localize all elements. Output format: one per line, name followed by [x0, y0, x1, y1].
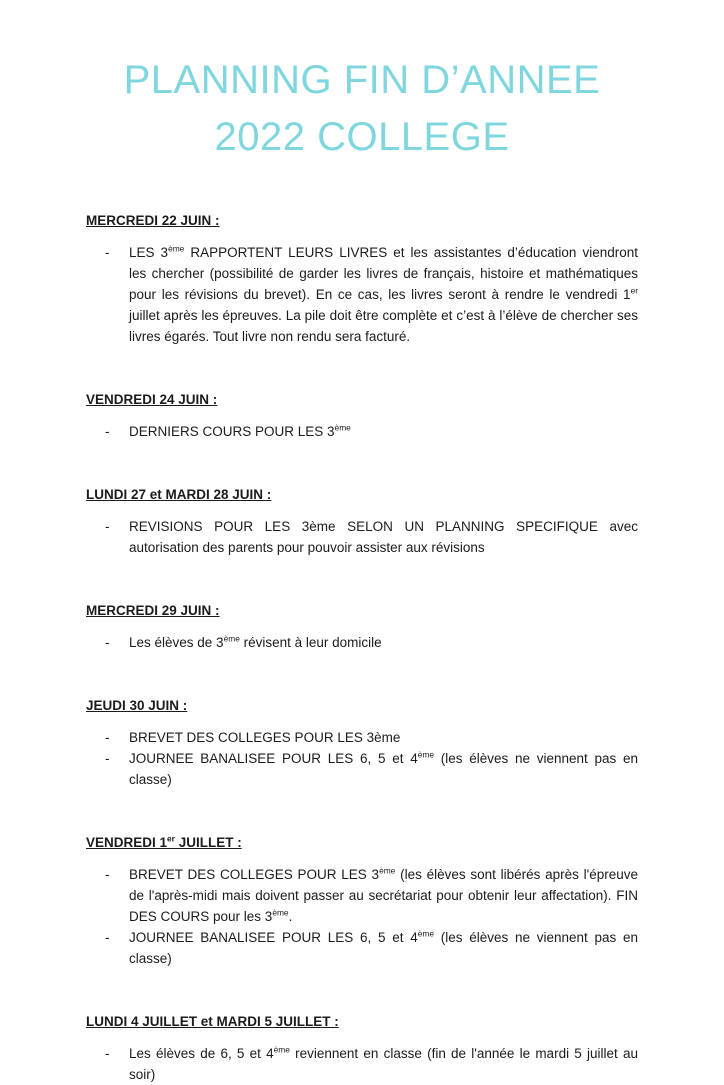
list-item: [86, 727, 638, 748]
list-item-text: REVISIONS POUR LES 3ème SELON UN PLANNING SPECIFIQUE avec autorisation des parents pour pouvoir assister aux révisions: [129, 519, 638, 555]
list-item-text: Les élèves de 6, 5 et 4ème reviennent en classe (fin de l'année le mardi 5 juillet au soir): [129, 1044, 638, 1082]
section-mercredi-22-juin: [86, 210, 638, 347]
bullet-dash: -: [105, 245, 110, 260]
list-item: [86, 1043, 638, 1085]
bullet-dash: -: [105, 930, 110, 945]
bullet-dash: -: [105, 424, 110, 439]
list-item: [86, 242, 638, 347]
list-item: [86, 421, 638, 442]
section-heading: MERCREDI 29 JUIN :: [86, 603, 220, 618]
section-heading: JEUDI 30 JUIN :: [86, 698, 188, 713]
section-mercredi-29-juin: [86, 600, 638, 653]
bullet-dash: -: [105, 730, 110, 745]
bullet-dash: -: [105, 1046, 110, 1061]
list-item-text: BREVET DES COLLEGES POUR LES 3ème (les élèves sont libérés après l'épreuve de l'après-midi mais doivent passer au secrétariat pour obtenir leur affectation). FIN DES COURS pour les 3ème.: [129, 865, 638, 924]
section-heading: VENDREDI 24 JUIN :: [86, 392, 218, 407]
section-jeudi-30-juin: [86, 695, 638, 790]
list-item-text: JOURNEE BANALISEE POUR LES 6, 5 et 4ème (les élèves ne viennent pas en classe): [129, 749, 638, 787]
bullet-dash: -: [105, 867, 110, 882]
section-heading: VENDREDI 1er JUILLET :: [86, 833, 242, 850]
schedule-sections: [86, 210, 638, 1085]
list-item-text: JOURNEE BANALISEE POUR LES 6, 5 et 4ème (les élèves ne viennent pas en classe): [129, 928, 638, 966]
list-item: [86, 748, 638, 790]
bullet-dash: -: [105, 635, 110, 650]
list-item-text: Les élèves de 3ème révisent à leur domicile: [129, 633, 382, 650]
bullet-dash: -: [105, 519, 110, 534]
bullet-dash: -: [105, 751, 110, 766]
list-item: [86, 632, 638, 653]
list-item: [86, 864, 638, 927]
section-lundi-4-mardi-5-juillet: [86, 1011, 638, 1085]
section-heading: MERCREDI 22 JUIN :: [86, 213, 220, 228]
section-lundi-27-mardi-28-juin: [86, 484, 638, 558]
list-item: [86, 927, 638, 969]
section-heading: LUNDI 4 JUILLET et MARDI 5 JUILLET :: [86, 1014, 339, 1029]
section-vendredi-24-juin: [86, 389, 638, 442]
list-item-text: DERNIERS COURS POUR LES 3ème: [129, 422, 351, 439]
page-title: [86, 52, 638, 166]
section-vendredi-1er-juillet: [86, 832, 638, 969]
page-title-line2: 2022 COLLEGE: [214, 115, 510, 159]
page-title-line1: PLANNING FIN D’ANNEE: [123, 58, 601, 102]
section-heading: LUNDI 27 et MARDI 28 JUIN :: [86, 487, 272, 502]
list-item-text: LES 3ème RAPPORTENT LEURS LIVRES et les assistantes d’éducation viendront les chercher (possibilité de garder les livres de français, histoire et mathématiques pour les révisions du brevet). En ce cas, les livres seront à rendre le vendredi 1er juillet après les épreuves. La pile doit être complète et c’est à l’élève de chercher ses livres égarés. Tout livre non rendu sera facturé.: [129, 243, 638, 344]
list-item: [86, 516, 638, 558]
list-item-text: BREVET DES COLLEGES POUR LES 3ème: [129, 730, 401, 745]
